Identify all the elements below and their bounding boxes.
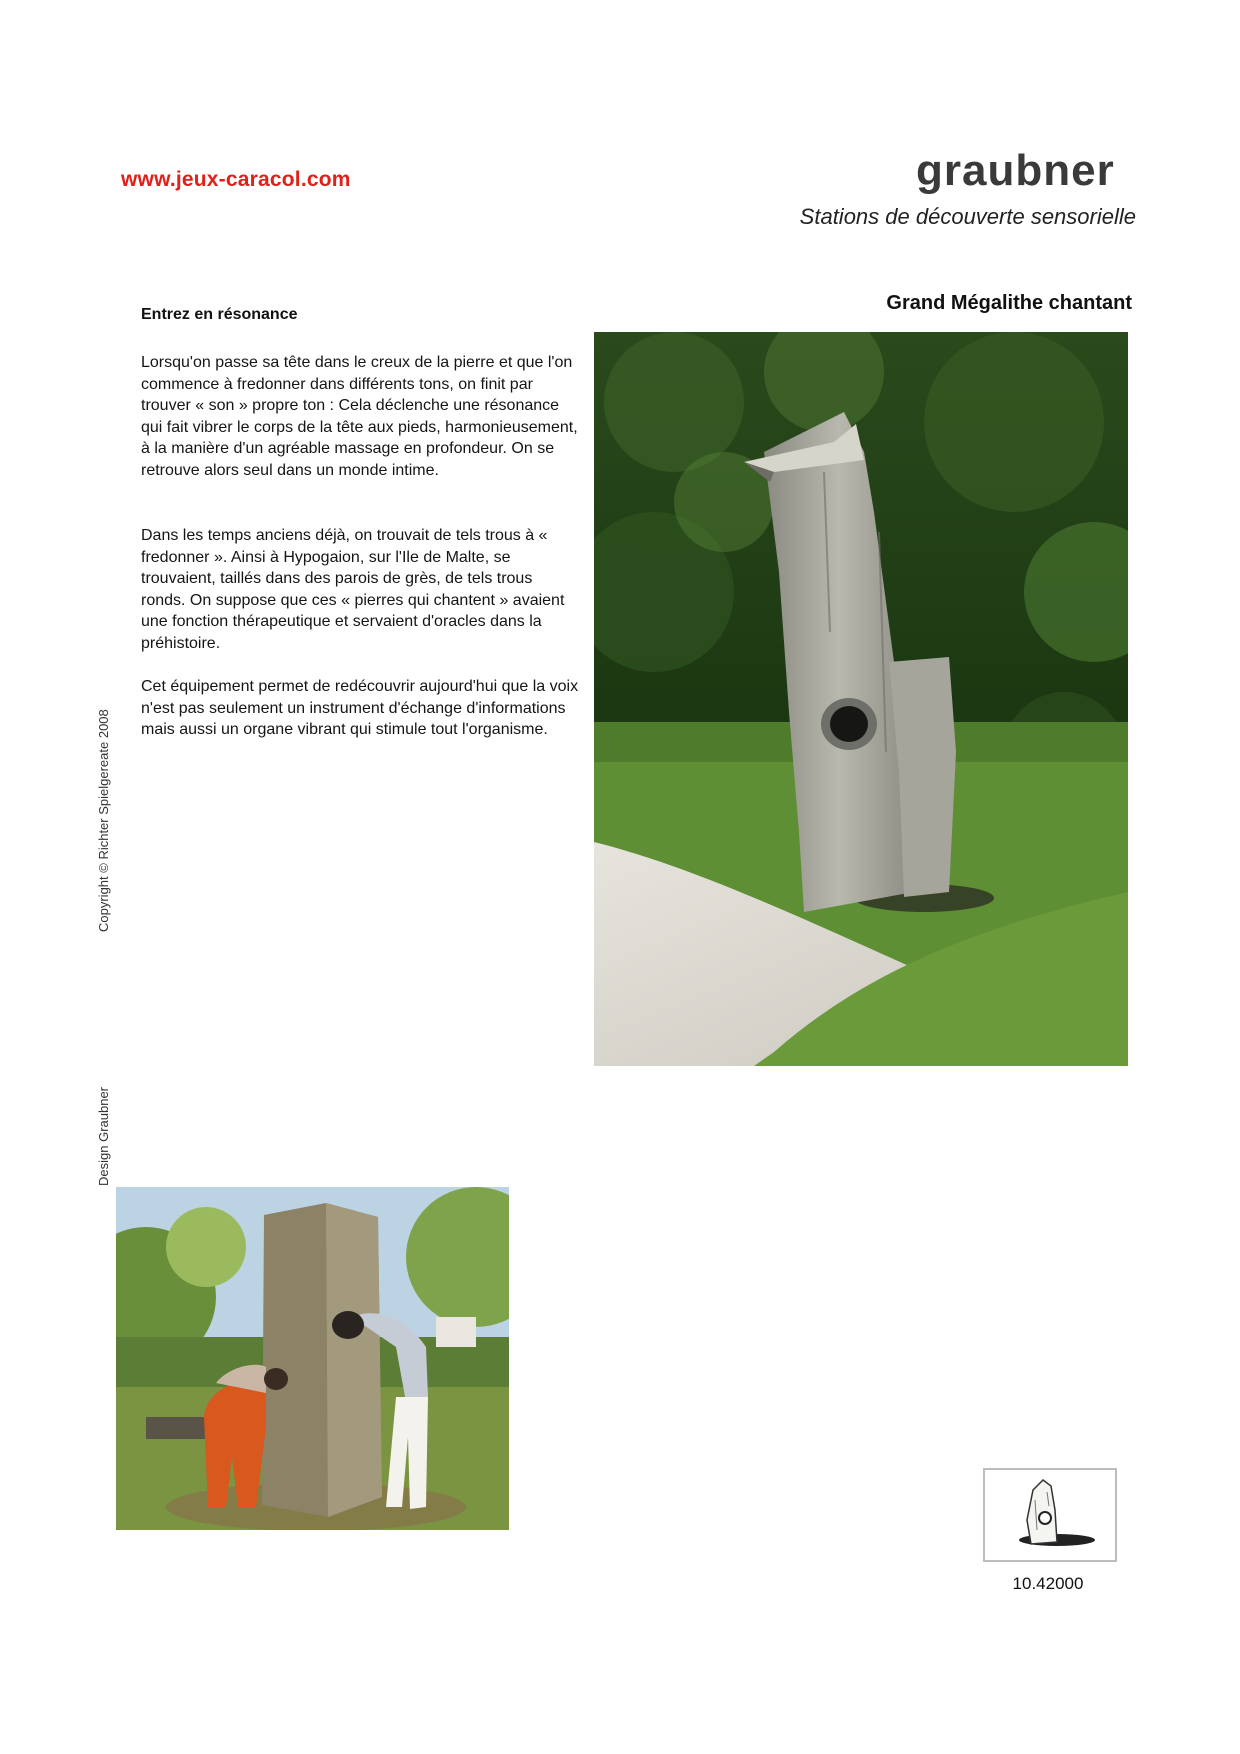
design-credit: Design Graubner: [96, 1087, 111, 1186]
megalith-photo: [594, 332, 1128, 1066]
paragraph-2: Dans les temps anciens déjà, on trouvait de tels trous à « fredonner ». Ainsi à Hypogaion, sur l'Ile de Malte, se trouvaient, taillés dans des parois de grès, de tels trous ronds. On suppose que ces « pierres qui chantent » avaient une fonction thérapeutique et servaient d'oracles dans la préhistoire.: [141, 527, 565, 652]
copyright-notice: Copyright © Richter Spielgereate 2008: [96, 709, 111, 932]
product-pictogram: [983, 1468, 1117, 1562]
section-heading: Entrez en résonance: [141, 306, 298, 323]
paragraph-3: Cet équipement permet de redécouvrir aujourd'hui que la voix n'est pas seulement un instrument d'échange d'informations mais aussi un organe vibrant qui stimule tout l'organisme.: [141, 678, 579, 739]
product-title: Grand Mégalithe chantant: [886, 292, 1132, 314]
article-number: 10.42000: [1012, 1574, 1084, 1593]
people-humming-photo: [116, 1187, 509, 1530]
paragraph-1: Lorsqu'on passe sa tête dans le creux de la pierre et que l'on commence à fredonner dans différents tons, on finit par trouver « son » propre ton : Cela déclenche une résonance qui fait vibrer le corps de la tête aux pieds, harmonieusement, à la manière d'un agréable massage en profondeur. On se retrouve alors seul dans un monde intime.: [141, 354, 578, 479]
brand-logo: graubner: [916, 146, 1115, 195]
page-subtitle: Stations de découverte sensorielle: [799, 204, 1136, 229]
website-link[interactable]: www.jeux-caracol.com: [121, 168, 351, 191]
